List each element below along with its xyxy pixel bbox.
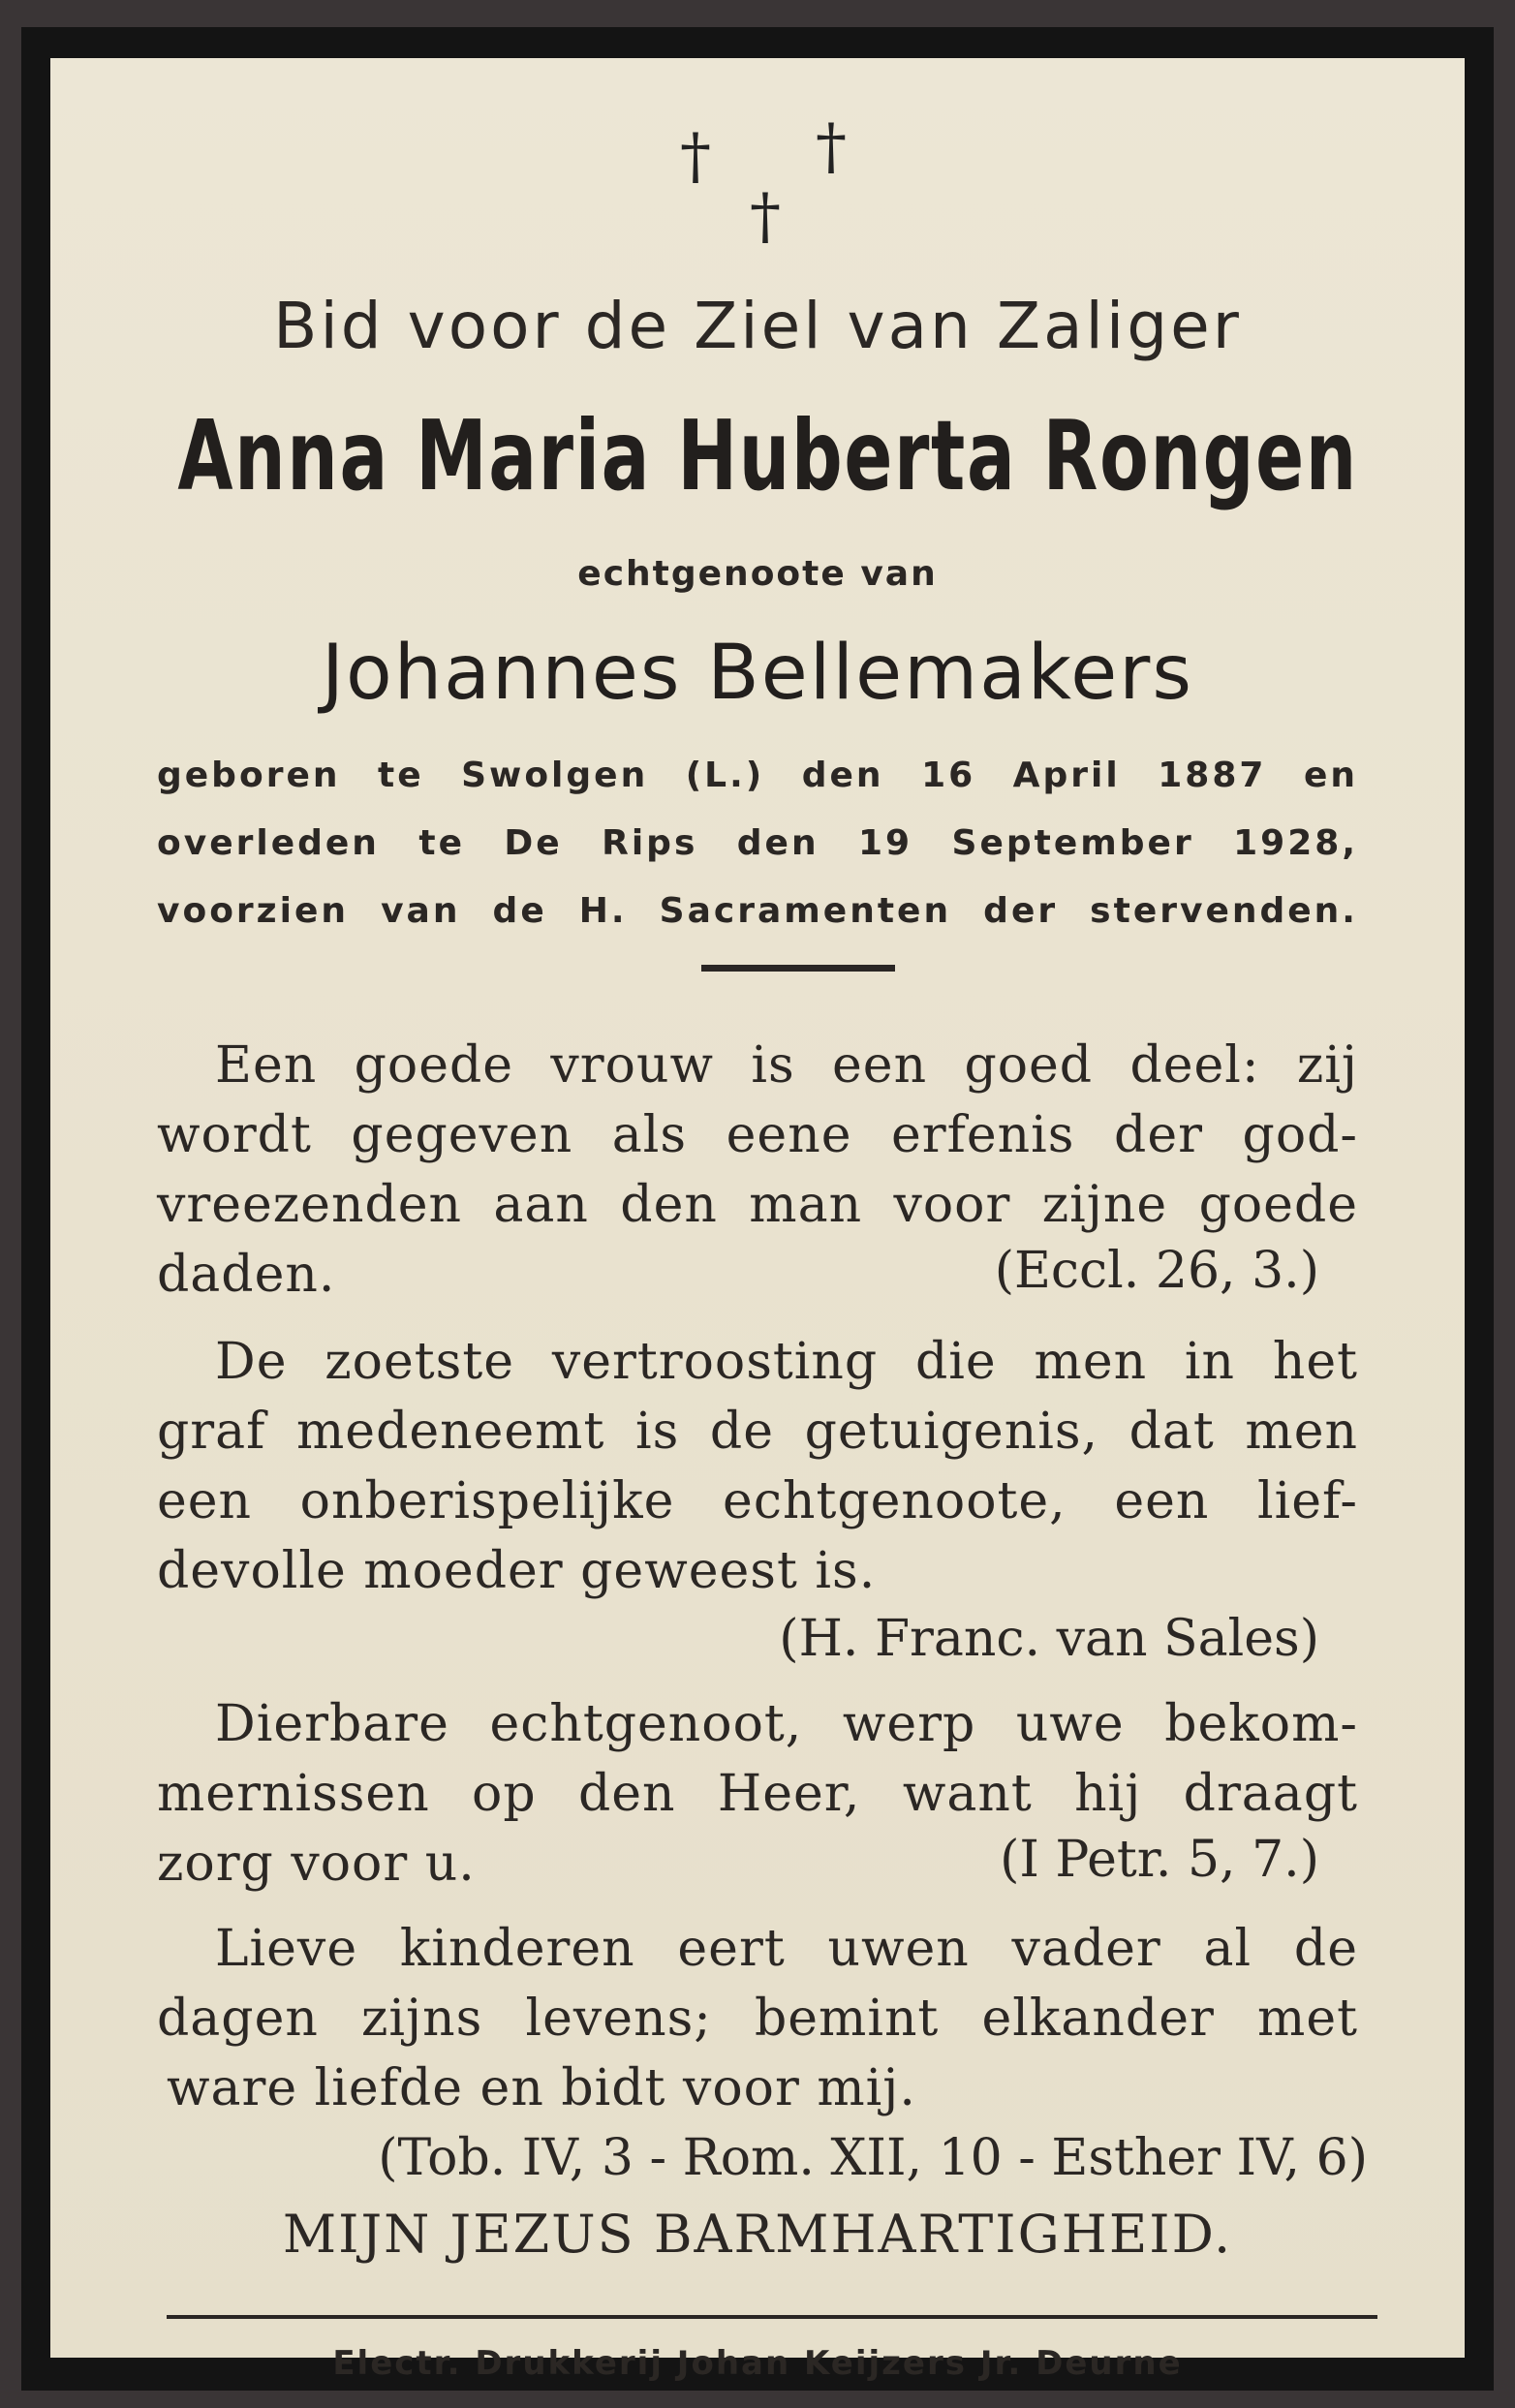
birth-details: geboren te Swolgen (L.) den 16 April 1887 en: [157, 756, 1358, 795]
prayer-heading: Bid voor de Ziel van Zaliger: [273, 289, 1242, 363]
verse-line: een onberispelijke echtgenoote, een lief-: [157, 1472, 1358, 1530]
spouse-label: echtgenoote van: [577, 554, 938, 594]
verse-line: dagen zijns levens; bemint elkander met: [157, 1990, 1358, 2048]
verse-line: ware liefde en bidt voor mij.: [167, 2059, 916, 2117]
crosses-ornament: [50, 111, 1465, 253]
death-details: overleden te De Rips den 19 September 1928,: [157, 823, 1358, 863]
verse-line: Een goede vrouw is een goed deel: zij: [215, 1036, 1358, 1095]
memorial-card: [21, 27, 1494, 2391]
verse-line: graf medeneemt is de getuigenis, dat men: [157, 1403, 1358, 1461]
verse-line: zorg voor u.: [157, 1835, 476, 1893]
verse-line: vreezenden aan den man voor zijne goede: [157, 1176, 1358, 1234]
deceased-name: Anna Maria Huberta Rongen: [177, 399, 1358, 512]
verse-reference: (H. Franc. van Sales): [779, 1610, 1319, 1668]
verse-line: daden.: [157, 1246, 336, 1304]
card-paper: [50, 58, 1465, 2383]
spouse-name: Johannes Bellemakers: [322, 630, 1193, 717]
verse-line: devolle moeder geweest is.: [157, 1542, 877, 1600]
footer-rule: [167, 2315, 1377, 2319]
verse-line: Lieve kinderen eert uwen vader al de: [215, 1920, 1358, 1978]
cross-icon: †: [750, 181, 781, 253]
printer-credit: Electr. Drukkerij Johan Keijzers Jr. Deurne: [332, 2344, 1183, 2383]
divider: [701, 965, 895, 972]
cross-icon: †: [816, 111, 847, 183]
verse-line: wordt gegeven als eene erfenis der god-: [157, 1106, 1358, 1164]
verse-reference: (I Petr. 5, 7.): [1000, 1831, 1319, 1889]
verse-line: De zoetste vertroosting die men in het: [215, 1333, 1358, 1391]
verse-line: Dierbare echtgenoot, werp uwe bekom-: [215, 1695, 1358, 1753]
verse-reference: (Tob. IV, 3 - Rom. XII, 10 - Esther IV, 6): [378, 2129, 1368, 2187]
verse-line: mernissen op den Heer, want hij draagt: [157, 1765, 1358, 1823]
sacraments-details: voorzien van de H. Sacramenten der stervenden.: [157, 891, 1358, 931]
closing-prayer: MIJN JEZUS BARMHARTIGHEID.: [282, 2204, 1233, 2265]
cross-icon: †: [680, 121, 711, 193]
verse-reference: (Eccl. 26, 3.): [994, 1242, 1319, 1300]
